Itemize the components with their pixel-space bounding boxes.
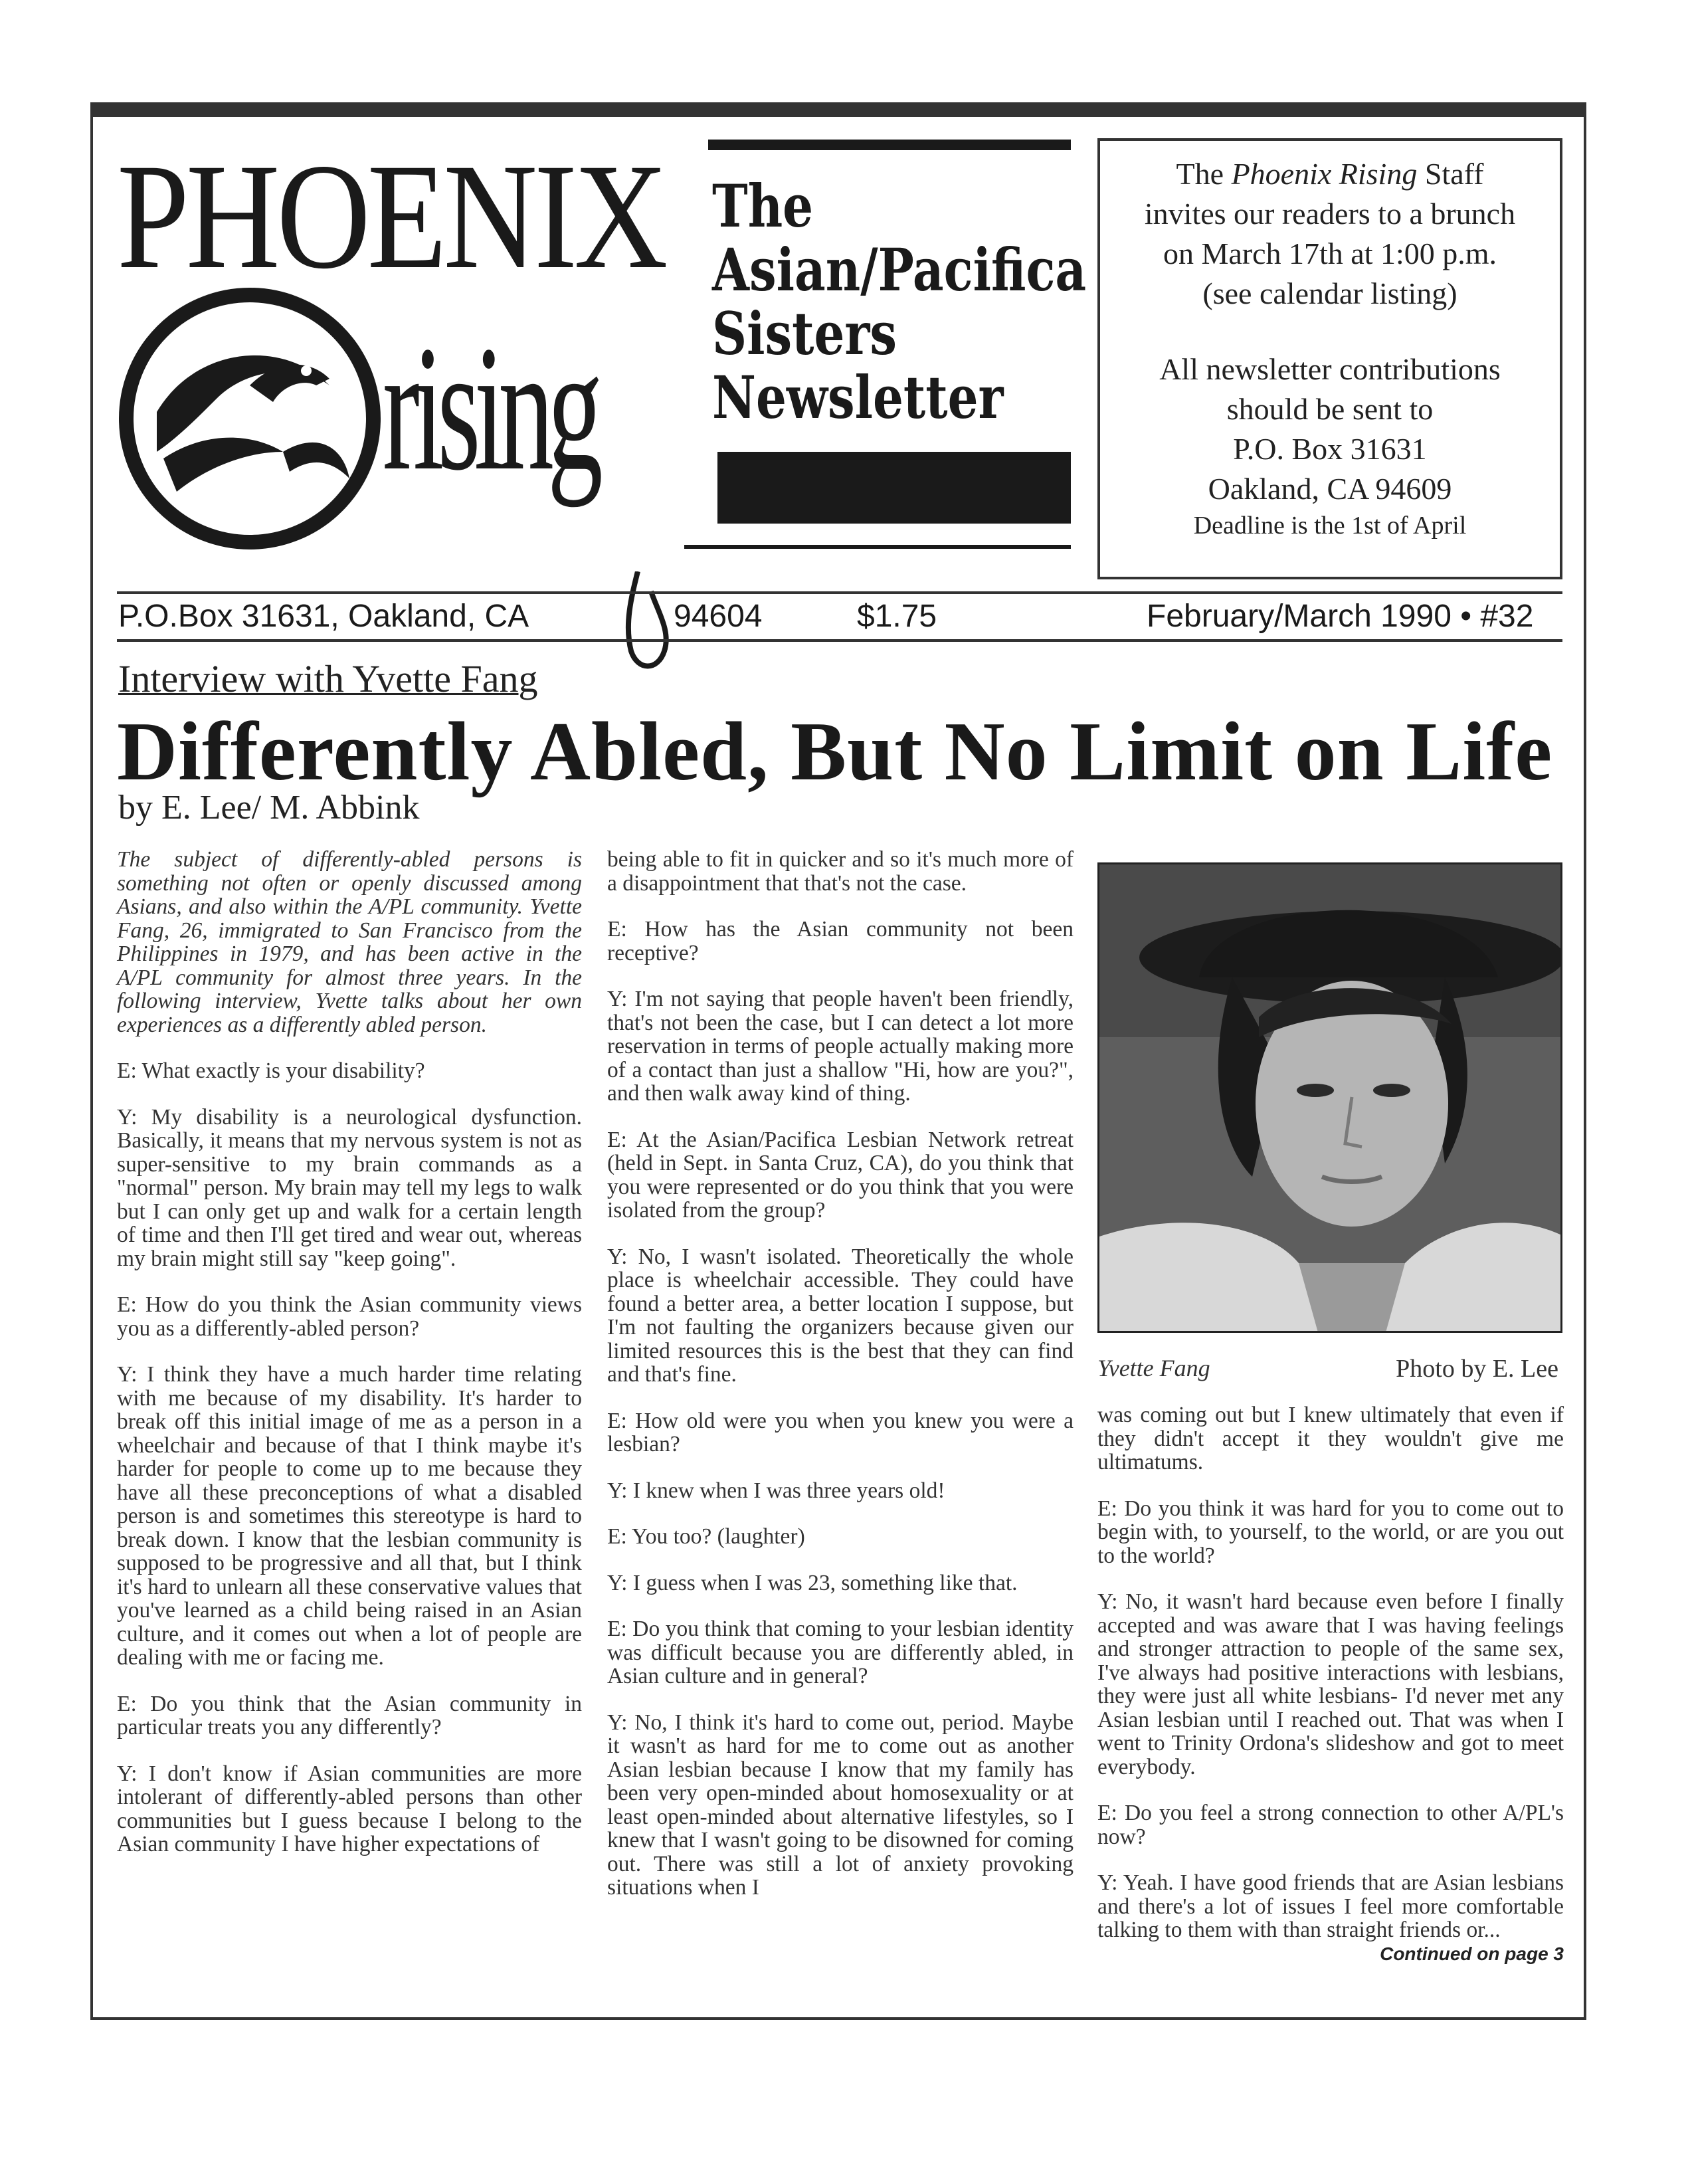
notice-line: (see calendar listing) — [1202, 276, 1457, 310]
newsletter-title-line: Asian/Pacifica — [712, 235, 1087, 304]
title-bar-bottom — [717, 452, 1071, 524]
newsletter-title-line: Sisters — [712, 299, 897, 368]
article-column-1 — [117, 848, 582, 1879]
article-paragraph: E: Do you feel a strong connection to other A/PL's now? — [1097, 1801, 1564, 1849]
newsletter-title-line: The — [712, 171, 814, 241]
article-paragraph: Y: I guess when I was 23, something like that. — [607, 1570, 1018, 1595]
info-issue: February/March 1990 • #32 — [1147, 599, 1534, 634]
article-paragraph: E: Do you think that the Asian community in particular treats you any differently? — [117, 1691, 582, 1739]
article-paragraph: was coming out but I knew ultimately that even if they didn't accept it they wouldn't give me ultimatums. — [1097, 1403, 1564, 1474]
article-paragraph: Y: No, I wasn't isolated. Theoretically the whole place is wheelchair accessible. They could have found a better area, a better location I suppose, but I'm not faulting the organizers because given our limited resources this is the best that they can find and that's fine. — [607, 1244, 1074, 1387]
article-paragraph: Y: I'm not saying that people haven't been friendly, that's not been the case, but I can detect a lot more reservation in terms of people actually making more of a contact than just a shallow "Hi, how are you?", and then walk away kind of thing. — [607, 987, 1074, 1106]
info-rule-bottom — [117, 639, 1562, 642]
article-paragraph: Y: My disability is a neurological dysfunction. Basically, it means that my nervous system is not as super-sensitive to my brain commands as a "normal" person. My brain may tell my legs to walk but I can only get up and walk for a certain length of time and then I'll get tired and wear out, whereas my brain might still say "keep going". — [117, 1104, 582, 1271]
article-paragraph: E: How do you think the Asian community views you as a differently-abled person? — [117, 1292, 582, 1341]
article-paragraph: Y: I don't know if Asian communities are more intolerant of differently-abled persons than other communities but I guess because I belong to the Asian community I have higher expectations of — [117, 1761, 582, 1856]
article-column-3 — [1097, 1403, 1564, 1965]
notice-line: should be sent to — [1226, 392, 1434, 426]
article-paragraph: E: Do you think it was hard for you to come out to begin with, to yourself, to the world, or are you out to the world? — [1097, 1496, 1564, 1568]
staff-notice-box — [1097, 138, 1562, 579]
info-rule-top — [117, 591, 1562, 594]
article-paragraph: Y: No, I think it's hard to come out, period. Maybe it wasn't as hard for me to come out as another Asian lesbian because I know that my family has been very open-minded about homosexuality or at least open-minded about alternative lifestyles, so I knew that I wasn't going to be disowned for coming out. There was still a lot of anxiety provoking situations when I — [607, 1710, 1074, 1900]
notice-line: The Phoenix Rising Staff — [1176, 157, 1484, 191]
photo-caption-credit: Photo by E. Lee — [1396, 1355, 1558, 1383]
article-paragraph: E: What exactly is your disability? — [117, 1058, 425, 1083]
article-paragraph: E: How old were you when you knew you were a lesbian? — [607, 1408, 1074, 1456]
info-address: P.O.Box 31631, Oakland, CA — [118, 599, 529, 634]
article-kicker: Interview with Yvette Fang — [118, 657, 538, 700]
portrait-photo-image — [1099, 864, 1562, 1333]
article-paragraph: being able to fit in quicker and so it's much more of a disappointment that that's not the case. — [607, 847, 1074, 896]
article-paragraph: Y: Yeah. I have good friends that are Asian lesbians and there's a lot of issues I feel more comfortable talking to them with than straight friends or... Continued on page 3 — [1097, 1871, 1564, 1942]
info-price: $1.75 — [857, 599, 937, 634]
title-bar-thin — [684, 545, 1071, 549]
article-paragraph: E: How has the Asian community not been receptive? — [607, 917, 1074, 965]
notice-line: invites our readers to a brunch — [1144, 197, 1516, 231]
article-headline: Differently Abled, But No Limit on Life — [117, 706, 1553, 798]
title-bar-top — [708, 140, 1071, 150]
article-intro: The subject of differently-abled persons is something not often or openly discussed among Asians, and also within the A/PL community. Yvette Fang, 26, immigrated to San Francisco from the Philippines in 1979, and has been active in the A/PL community for almost three years. In the following interview, Yvette talks about her own experiences as a differently abled person. — [117, 847, 582, 1037]
article-paragraph: Y: I knew when I was three years old! — [607, 1478, 945, 1503]
continued-note: Continued on page 3 — [1380, 1943, 1564, 1964]
article-byline: by E. Lee/ M. Abbink — [118, 789, 420, 827]
notice-line: on March 17th at 1:00 p.m. — [1163, 237, 1497, 270]
notice-line: P.O. Box 31631 — [1233, 432, 1427, 466]
newsletter-title-line: Newsletter — [712, 363, 1004, 432]
photo-caption — [1097, 1354, 1562, 1382]
notice-deadline: Deadline is the 1st of April — [1193, 512, 1467, 540]
article-paragraph: Y: I think they have a much harder time relating with me because of my disability. It's harder to break off this initial image of me as a person in a wheelchair and because of that I think maybe it's harder for people to come up to me because they have all these preconceptions of what a disabled person is and sometimes this stereotype is hard to break down. I know that the lesbian community is supposed to be progressive and all that, but I think it's hard to unlearn all these conservative values that you've learned as a child being raised in an Asian culture, and it comes out when a lot of people are dealing with me or facing me. — [117, 1362, 582, 1670]
notice-line: All newsletter contributions — [1159, 352, 1501, 386]
article-column-2 — [607, 848, 1074, 1922]
article-paragraph: E: You too? (laughter) — [607, 1524, 805, 1549]
photo-caption-name: Yvette Fang — [1097, 1355, 1210, 1381]
phoenix-emblem-icon — [117, 286, 383, 551]
article-paragraph: Y: No, it wasn't hard because even before I finally accepted and was aware that I was having feelings and stronger attraction to people of the same sex, I've always had positive interactions with lesbians, they were just all white lesbians- I'd never met any Asian lesbian until I reached out. That was when I went to Trinity Ordona's slideshow and got to meet everybody. — [1097, 1589, 1564, 1779]
logo-rising: rising — [383, 309, 597, 508]
notice-line: Oakland, CA 94609 — [1208, 472, 1452, 506]
article-paragraph: E: Do you think that coming to your lesbian identity was difficult because you are differently abled, in Asian culture and in general? — [607, 1617, 1074, 1688]
newsletter-title — [712, 171, 1087, 432]
info-zip: 94604 — [674, 599, 763, 634]
portrait-photo — [1097, 862, 1562, 1333]
article-paragraph: E: At the Asian/Pacifica Lesbian Network retreat (held in Sept. in Santa Cruz, CA), do you think that you were represented or do you think that you were isolated from the group? — [607, 1127, 1074, 1223]
logo-phoenix: PHOENIX — [117, 133, 665, 300]
